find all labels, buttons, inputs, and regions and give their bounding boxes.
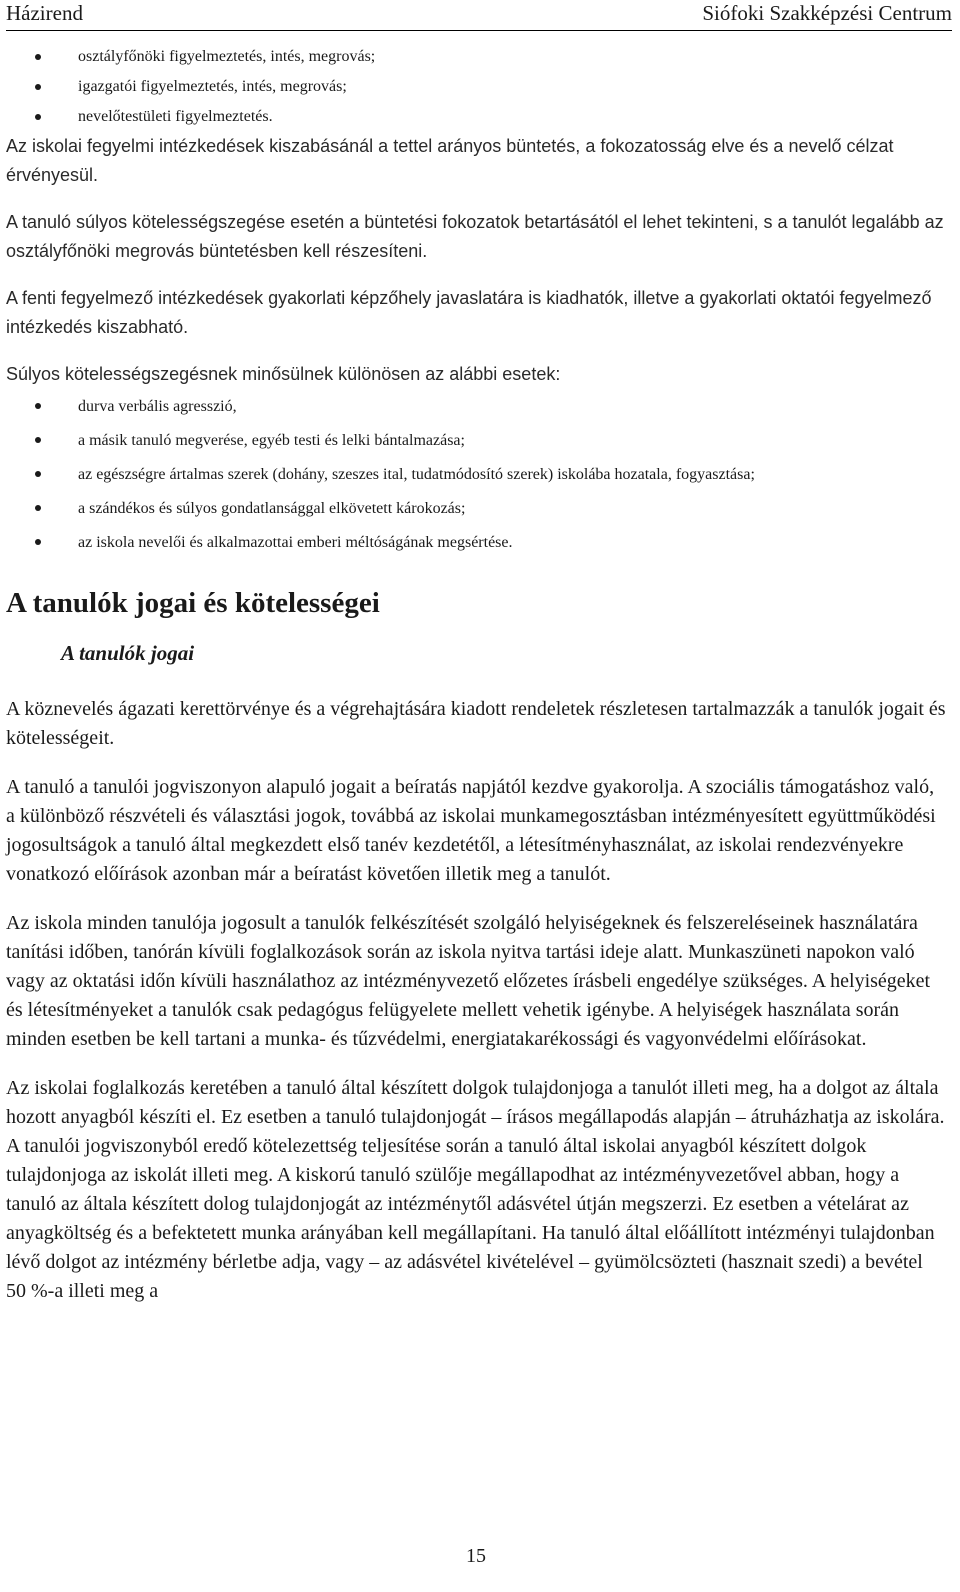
list-item: durva verbális agresszió, bbox=[6, 391, 946, 423]
bullet-icon bbox=[35, 437, 41, 443]
paragraph-facilities-use: Az iskola minden tanulója jogosult a tanulók felkészítését szolgáló helyiségeknek és felszereléseinek használatára tanítási időben, tanórán kívüli foglalkozások során az iskola nyitva tartási ideje alatt. Munkaszüneti napokon való vagy az oktatási időn kívüli használathoz az intézményvezető előzetes írásbeli engedélye szükséges. A helyiségeket és létesítményeket a tanulók csak pedagógus felügyelete mellett vehetik igénybe. A helyiségek használata során minden esetben be kell tartani a munka- és tűzvédelmi, energiatakarékossági és vagyonvédelmi előírásokat. bbox=[6, 912, 931, 1050]
paragraph-proportional: Az iskolai fegyelmi intézkedések kiszabásánál a tettel arányos büntetés, a fokozatosság elve és a nevelő célzat érvényesül. bbox=[6, 136, 894, 185]
list-item: igazgatói figyelmeztetés, intés, megrovás; bbox=[6, 72, 946, 102]
page-content bbox=[6, 40, 946, 1306]
paragraph-enrollment-rights: A tanuló a tanulói jogviszonyon alapuló jogait a beíratás napjától kezdve gyakorolja. A szociális támogatáshoz való, a különböző részvételi és választási jogok, továbbá az iskolai munkamegosztásban intézményesített együttműködési jogosultságok a tanuló által megkezdett első tanév kezdetétől, a létesítményhasználat, az iskolai rendezvényekre vonatkozó előírások azonban már a beíratást követően illetik meg a tanulót. bbox=[6, 776, 936, 885]
page-header bbox=[6, 0, 952, 31]
list-item: az iskola nevelői és alkalmazottai emberi méltóságának megsértése. bbox=[6, 527, 946, 559]
header-document-title: Házirend bbox=[6, 1, 83, 25]
paragraph-cases-intro: Súlyos kötelességszegésnek minősülnek különösen az alábbi esetek: bbox=[6, 364, 561, 384]
page-number: 15 bbox=[466, 1545, 486, 1567]
bullet-icon bbox=[35, 403, 41, 409]
sanctions-list bbox=[6, 42, 946, 132]
list-item: osztályfőnöki figyelmeztetés, intés, megrovás; bbox=[6, 42, 946, 72]
bullet-icon bbox=[35, 471, 41, 477]
section-heading: A tanulók jogai és kötelességei bbox=[6, 587, 380, 619]
paragraph-ownership: Az iskolai foglalkozás keretében a tanuló által készített dolgok tulajdonjoga a tanulót illeti meg, ha a dolgot az általa hozott anyagból készíti el. Ez esetben a tanuló tulajdonjogát – írásos megállapodás alapján – átruházhatja az iskolára. A tanulói jogviszonyból eredő kötelezettség teljesítése során a tanuló által iskolai anyagból készített dolgok tulajdonjoga az iskolát illeti meg. A kiskorú tanuló szülője megállapodhat az intézményvezetővel abban, hogy a tanuló az általa készített dolog tulajdonjogát az intézménytől adásvétel útján megszerzi. Ez esetben a vételárat az anyagköltség és a befektetett munka arányában kell megállapítani. Ha tanuló által előállított intézményi tulajdonban lévő dolgot az intézmény bérletbe adja, vagy – az adásvétel kivételével – gyümölcsözteti (hasznait szedi) a bevétel 50 %-a illeti meg a bbox=[6, 1077, 945, 1302]
bullet-icon bbox=[35, 84, 41, 90]
paragraph-legal-basis: A köznevelés ágazati kerettörvénye és a végrehajtására kiadott rendeletek részletesen tartalmazzák a tanulók jogait és kötelességeit. bbox=[6, 698, 946, 749]
bullet-icon bbox=[35, 539, 41, 545]
severe-cases-list bbox=[6, 391, 946, 559]
bullet-icon bbox=[35, 114, 41, 120]
bullet-icon bbox=[35, 54, 41, 60]
list-item: az egészségre ártalmas szerek (dohány, szeszes ital, tudatmódosító szerek) iskolába hozatala, fogyasztása; bbox=[6, 459, 946, 491]
list-item: nevelőtestületi figyelmeztetés. bbox=[6, 102, 946, 132]
list-item: a szándékos és súlyos gondatlansággal elkövetett károkozás; bbox=[6, 493, 946, 525]
header-institution-name: Siófoki Szakképzési Centrum bbox=[702, 1, 952, 25]
paragraph-practical-training: A fenti fegyelmező intézkedések gyakorlati képzőhely javaslatára is kiadhatók, illetve a gyakorlati oktatói fegyelmező intézkedés kiszabható. bbox=[6, 288, 932, 337]
paragraph-severe-breach: A tanuló súlyos kötelességszegése esetén a büntetési fokozatok betartásától el lehet tekinteni, s a tanulót legalább az osztályfőnöki megrovás büntetésben kell részesíteni. bbox=[6, 212, 944, 261]
bullet-icon bbox=[35, 505, 41, 511]
subsection-heading: A tanulók jogai bbox=[61, 641, 195, 665]
list-item: a másik tanuló megverése, egyéb testi és lelki bántalmazása; bbox=[6, 425, 946, 457]
